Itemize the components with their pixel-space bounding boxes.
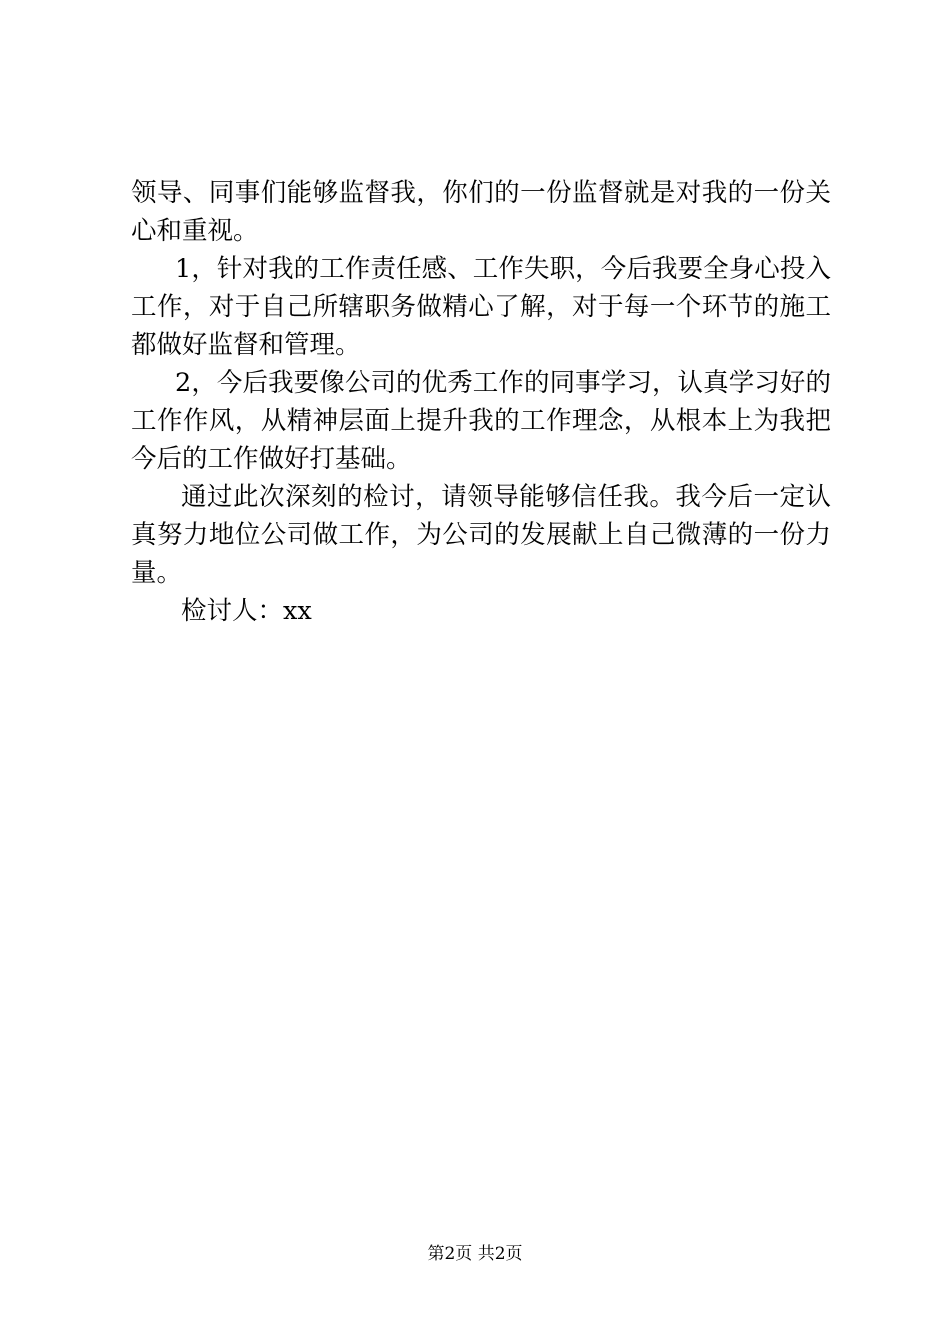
text-line: 通过此次深刻的检讨，请领导能够信任我。我今后一定认 xyxy=(181,482,831,512)
paragraph-signature xyxy=(131,592,831,630)
page-footer xyxy=(0,1242,950,1266)
text-line: 2，今后我要像公司的优秀工作的同事学习，认真学习好的 xyxy=(175,368,831,398)
signature-line: 检讨人：xx xyxy=(181,596,312,626)
text-line: 1，针对我的工作责任感、工作失职，今后我要全身心投入 xyxy=(175,254,831,284)
paragraph-point-1 xyxy=(131,250,831,364)
document-body xyxy=(131,174,831,630)
page-number: 第2页 共2页 xyxy=(427,1244,523,1264)
text-line: 心和重视。 xyxy=(131,216,259,246)
paragraph-conclusion xyxy=(131,478,831,592)
text-line: 量。 xyxy=(131,558,183,588)
text-line: 真努力地位公司做工作，为公司的发展献上自己微薄的一份力 xyxy=(131,520,831,550)
text-line: 领导、同事们能够监督我，你们的一份监督就是对我的一份关 xyxy=(131,178,831,208)
text-line: 工作作风，从精神层面上提升我的工作理念，从根本上为我把 xyxy=(131,406,831,436)
text-line: 今后的工作做好打基础。 xyxy=(131,444,412,474)
paragraph-intro-continuation xyxy=(131,174,831,250)
text-line: 工作，对于自己所辖职务做精心了解，对于每一个环节的施工 xyxy=(131,292,831,322)
text-line: 都做好监督和管理。 xyxy=(131,330,361,360)
paragraph-point-2 xyxy=(131,364,831,478)
